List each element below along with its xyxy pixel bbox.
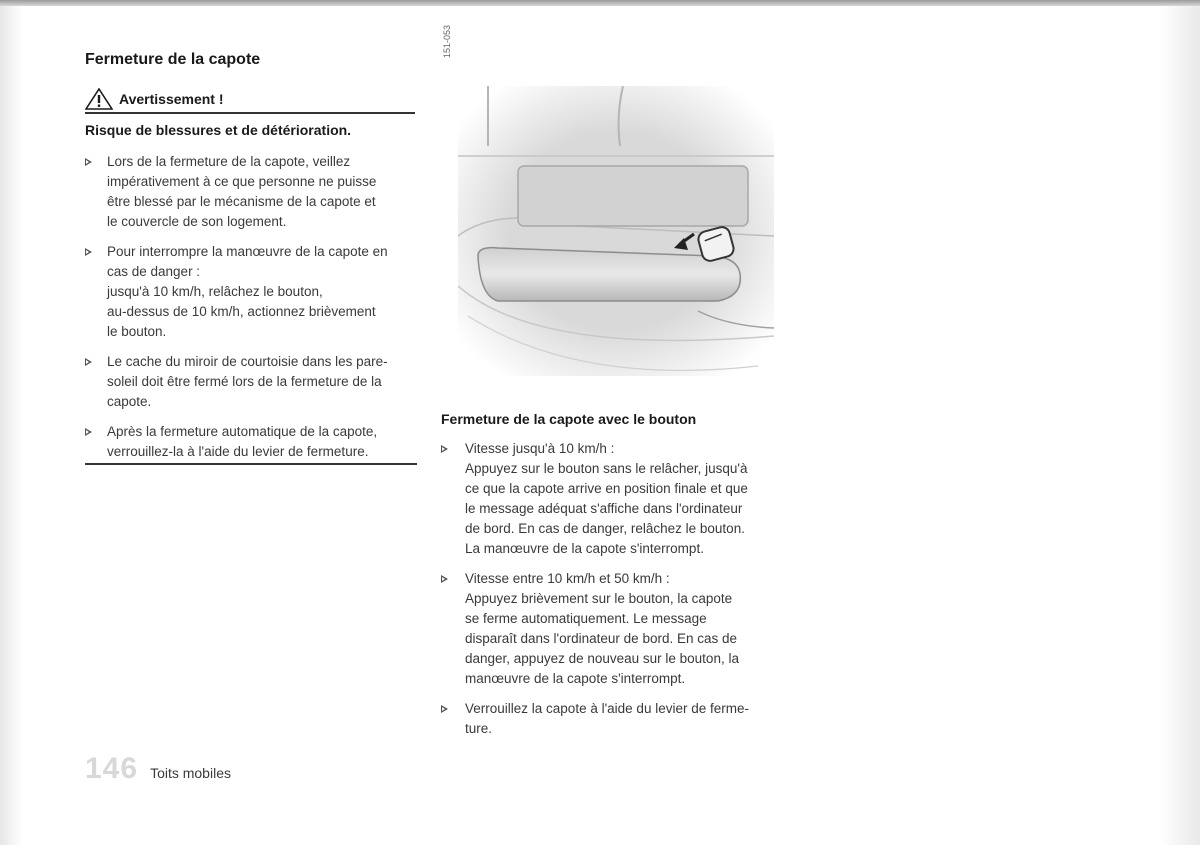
warning-triangle-icon — [85, 88, 113, 110]
warning-header — [85, 86, 415, 114]
illustration-code: 151-053 — [442, 24, 452, 58]
bullet-triangle-icon — [85, 358, 92, 366]
text-line: Appuyez sur le bouton sans le relâcher, jusqu'à — [465, 461, 748, 476]
text-line: impérativement à ce que personne ne puisse — [107, 174, 377, 189]
text-line: le couvercle de son logement. — [107, 214, 287, 229]
instruction-list — [441, 439, 777, 749]
text-line: La manœuvre de la capote s'interrompt. — [465, 541, 704, 556]
bullet-triangle-icon — [441, 705, 448, 713]
list-item — [441, 569, 777, 689]
bullet-triangle-icon — [441, 445, 448, 453]
text-line: de bord. En cas de danger, relâchez le bouton. — [465, 521, 745, 536]
text-line: le bouton. — [107, 324, 167, 339]
section-title: Fermeture de la capote — [85, 51, 261, 68]
bullet-triangle-icon — [85, 248, 92, 256]
warning-list — [85, 152, 417, 472]
text-line: le message adéquat s'affiche dans l'ordinateur — [465, 501, 743, 516]
text-line: ture. — [465, 721, 493, 736]
text-line: manœuvre de la capote s'interrompt. — [465, 671, 686, 686]
list-item — [441, 439, 777, 559]
page-edge-shadow — [1160, 6, 1200, 845]
text-line: Après la fermeture automatique de la capote, — [107, 424, 378, 439]
text-line: Le cache du miroir de courtoisie dans les pare- — [107, 354, 388, 369]
list-item — [85, 152, 417, 232]
warning-label: Avertissement ! — [119, 91, 224, 107]
text-line: jusqu'à 10 km/h, relâchez le bouton, — [107, 284, 323, 299]
text-line: soleil doit être fermé lors de la fermeture de la — [107, 374, 382, 389]
text-line: ce que la capote arrive en position finale et que — [465, 481, 748, 496]
text-line: être blessé par le mécanisme de la capote et — [107, 194, 376, 209]
bullet-triangle-icon — [441, 575, 448, 583]
text-line: se ferme automatiquement. Le message — [465, 611, 707, 626]
list-item — [85, 242, 417, 342]
list-item — [441, 699, 777, 739]
list-item — [85, 352, 417, 412]
text-line: Vitesse entre 10 km/h et 50 km/h : — [465, 571, 670, 586]
page-footer — [85, 752, 231, 786]
subsection-title: Fermeture de la capote avec le bouton — [441, 411, 697, 427]
page-number: 146 — [85, 752, 139, 785]
text-line: au-dessus de 10 km/h, actionnez brièvement — [107, 304, 376, 319]
list-item — [85, 422, 417, 462]
scan-edge — [0, 0, 1200, 6]
text-line: cas de danger : — [107, 264, 201, 279]
bullet-triangle-icon — [85, 158, 92, 166]
text-line: verrouillez-la à l'aide du levier de fermeture. — [107, 444, 369, 459]
text-line: Pour interrompre la manœuvre de la capote en — [107, 244, 388, 259]
warning-end-rule — [85, 463, 417, 465]
warning-subtitle: Risque de blessures et de détérioration. — [85, 122, 352, 138]
convertible-roof-button-illustration — [458, 86, 774, 376]
text-line: danger, appuyez de nouveau sur le bouton, la — [465, 651, 739, 666]
text-line: Verrouillez la capote à l'aide du levier de ferme- — [465, 701, 749, 716]
bullet-triangle-icon — [85, 428, 92, 436]
chapter-label: Toits mobiles — [150, 765, 231, 781]
text-line: disparaît dans l'ordinateur de bord. En cas de — [465, 631, 737, 646]
text-line: Vitesse jusqu'à 10 km/h : — [465, 441, 615, 456]
page-gutter-shadow — [0, 6, 22, 845]
text-line: Lors de la fermeture de la capote, veillez — [107, 154, 351, 169]
text-line: Appuyez brièvement sur le bouton, la capote — [465, 591, 733, 606]
text-line: capote. — [107, 394, 152, 409]
